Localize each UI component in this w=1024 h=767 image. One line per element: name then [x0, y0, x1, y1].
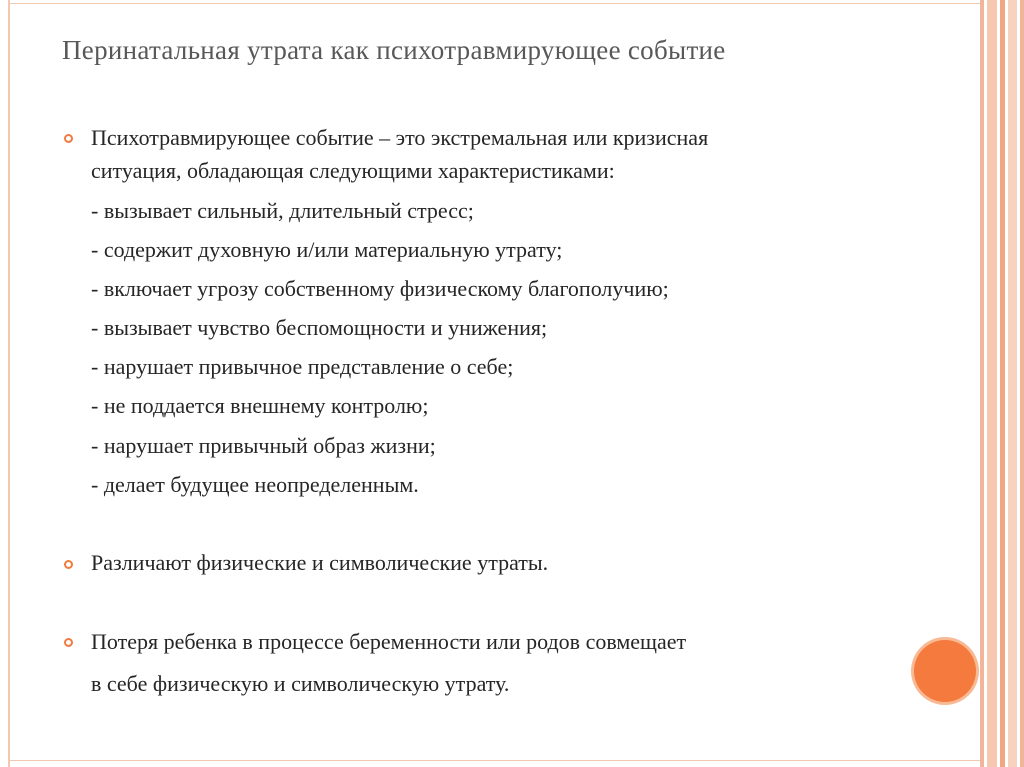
stripe [980, 0, 984, 767]
stripe [987, 0, 997, 767]
decorative-stripes [980, 0, 1024, 767]
sub-item: - не поддается внешнему контролю; [91, 393, 429, 418]
sub-item: - вызывает чувство беспомощности и унижения; [91, 315, 548, 340]
stripe [1020, 0, 1024, 767]
sub-item: - содержит духовную и/или материальную утрату; [91, 237, 563, 262]
hollow-circle-bullet-icon [64, 134, 73, 143]
sub-item: - делает будущее неопределенным. [91, 472, 419, 497]
sub-item: - нарушает привычное представление о себе; [91, 354, 514, 379]
hollow-circle-bullet-icon [64, 560, 73, 569]
slide-title: Перинатальная утрата как психотравмирующее событие [62, 35, 726, 65]
bullet-1-line-1: Психотравмирующее событие – это экстремальная или кризисная [91, 125, 709, 150]
bullet-3-line-2: в себе физическую и символическую утрату. [91, 671, 510, 696]
bullet-3-line-1: Потеря ребенка в процессе беременности или родов совмещает [91, 629, 687, 654]
hollow-circle-bullet-icon [64, 638, 73, 647]
sub-item: - нарушает привычный образ жизни; [91, 433, 436, 458]
sub-item: - включает угрозу собственному физическому благополучию; [91, 276, 669, 301]
stripe [1008, 0, 1017, 767]
stripe [1000, 0, 1005, 767]
sub-item: - вызывает сильный, длительный стресс; [91, 198, 474, 223]
bullet-2-line-1: Различают физические и символические утраты. [91, 550, 549, 575]
bullet-1-line-2: ситуация, обладающая следующими характеристиками: [91, 158, 615, 183]
